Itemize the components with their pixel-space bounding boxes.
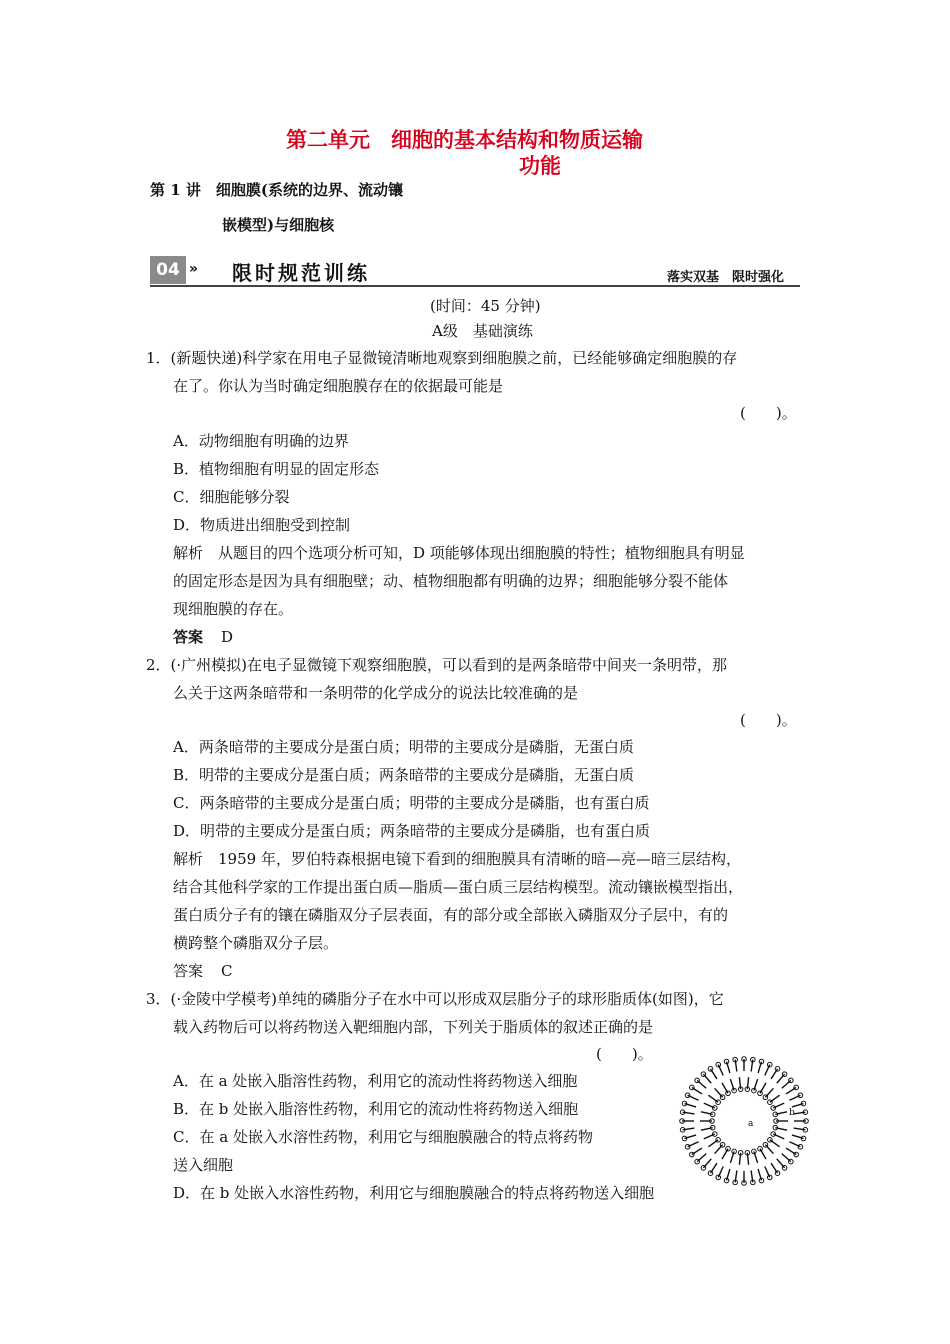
q2-stem-line2: 么关于这两条暗带和一条明带的化学成分的说法比较准确的是 [173,684,579,702]
q2-analysis-line4: 横跨整个磷脂双分子层。 [173,934,339,952]
banner-underline [150,285,800,287]
q1-analysis-line3: 现细胞膜的存在。 [173,600,294,618]
lecture-title-line2: 嵌模型)与细胞核 [222,216,335,234]
q2-analysis-line1: 解析 1959 年，罗伯特森根据电镜下看到的细胞膜具有清晰的暗—亮—暗三层结构， [173,850,741,868]
q2-answer-value: C [221,962,233,980]
section-number-badge: 04 [150,256,186,284]
q1-analysis-line2: 的固定形态是因为具有细胞壁；动、植物细胞都有明确的边界；细胞能够分裂不能体 [173,572,729,590]
banner-slogan: 落实双基 限时强化 [667,270,785,285]
q3-option-d: D．在 b 处嵌入水溶性药物，利用它与细胞膜融合的特点将药物送入细胞 [173,1184,655,1202]
level-heading: A级 基础演练 [432,322,533,340]
q1-analysis-line1: 解析 从题目的四个选项分析可知，D 项能够体现出细胞膜的特性；植物细胞具有明显 [173,544,745,562]
q2-option-b: B．明带的主要成分是蛋白质；两条暗带的主要成分是磷脂，无蛋白质 [173,766,635,784]
q3-option-c: C．在 a 处嵌入水溶性药物，利用它与细胞膜融合的特点将药物 [173,1128,593,1146]
q3-bracket: ( )。 [596,1045,653,1063]
figure-label-a: a [748,1119,754,1129]
q2-stem-line1: 2．(·广州模拟)在电子显微镜下观察细胞膜，可以看到的是两条暗带中间夹一条明带，那 [146,656,728,674]
q2-analysis-line2: 结合其他科学家的工作提出蛋白质—脂质—蛋白质三层结构模型。流动镶嵌模型指出， [173,878,744,896]
q1-bracket: ( )。 [740,404,797,422]
q1-option-d: D．物质进出细胞受到控制 [173,516,351,534]
q2-bracket: ( )。 [740,711,797,729]
q2-option-c: C．两条暗带的主要成分是蛋白质；明带的主要成分是磷脂，也有蛋白质 [173,794,650,812]
q1-option-a: A．动物细胞有明确的边界 [173,432,349,450]
figure-label-b: b [789,1108,795,1118]
q2-option-a: A．两条暗带的主要成分是蛋白质；明带的主要成分是磷脂，无蛋白质 [173,738,634,756]
q3-option-a: A．在 a 处嵌入脂溶性药物，利用它的流动性将药物送入细胞 [173,1072,578,1090]
q1-option-b: B．植物细胞有明显的固定形态 [173,460,380,478]
q2-analysis-line3: 蛋白质分子有的镶在磷脂双分子层表面，有的部分或全部嵌入磷脂双分子层中，有的 [173,906,729,924]
time-note: (时间：45 分钟) [430,297,541,315]
lecture-title-line1: 第 1 讲 细胞膜(系统的边界、流动镶 [150,181,403,199]
chevron-icon: » [189,261,199,277]
banner-title: 限时规范训练 [232,261,370,285]
q1-stem-line2: 在了。你认为当时确定细胞膜存在的依据最可能是 [173,377,504,395]
phospholipid-bilayer [680,1057,809,1186]
liposome-figure [678,1055,810,1187]
q1-answer-label: 答案 [173,628,204,646]
q3-option-c-cont: 送入细胞 [173,1156,234,1174]
q3-stem-line2: 载入药物后可以将药物送入靶细胞内部，下列关于脂质体的叙述正确的是 [173,1018,654,1036]
q1-option-c: C．细胞能够分裂 [173,488,290,506]
q1-answer-value: D [221,628,234,646]
q1-stem-line1: 1．(新题快递)科学家在用电子显微镜清晰地观察到细胞膜之前，已经能够确定细胞膜的存 [146,349,738,367]
q3-stem-line1: 3．(·金陵中学模考)单纯的磷脂分子在水中可以形成双层脂分子的球形脂质体(如图)，它 [146,990,724,1008]
q2-option-d: D．明带的主要成分是蛋白质；两条暗带的主要成分是磷脂，也有蛋白质 [173,822,651,840]
unit-title-line1: 第二单元 细胞的基本结构和物质运输 [286,127,643,152]
unit-title-line2: 功能 [519,153,561,178]
q3-option-b: B．在 b 处嵌入脂溶性药物，利用它的流动性将药物送入细胞 [173,1100,579,1118]
q2-answer-label: 答案 [173,962,204,980]
